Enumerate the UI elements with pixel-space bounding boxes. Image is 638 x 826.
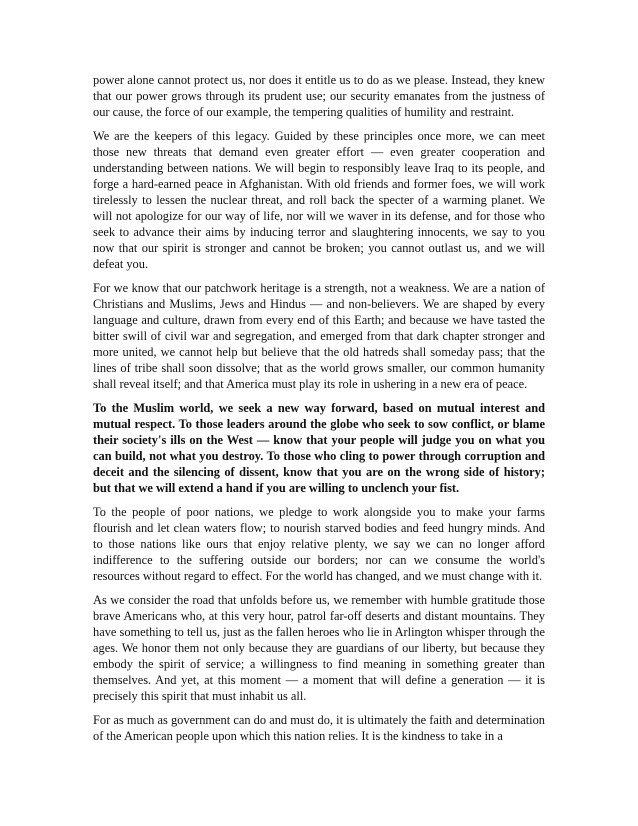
paragraph-power-alone: power alone cannot protect us, nor does it entitle us to do as we please. Instead, they knew that our power grows through its prudent use; our security emanates from the justness of our cause, the force of our example, the tempering qualities of humility and restraint. xyxy=(93,73,545,119)
paragraph-muslim-world: To the Muslim world, we seek a new way forward, based on mutual interest and mutual respect. To those leaders around the globe who seek to sow conflict, or blame their society's ills on the West — know that your people will judge you on what you can build, not what you destroy. To those who cling to power through corruption and deceit and the silencing of dissent, know that you are on the wrong side of history; but that we will extend a hand if you are willing to unclench your fist. xyxy=(93,401,545,495)
paragraph-patchwork-heritage: For we know that our patchwork heritage is a strength, not a weakness. We are a nation of Christians and Muslims, Jews and Hindus — and non-believers. We are shaped by every language and culture, drawn from every end of this Earth; and because we have tasted the bitter swill of civil war and segregation, and emerged from that dark chapter stronger and more united, we cannot help but believe that the old hatreds shall someday pass; that the lines of tribe shall soon dissolve; that as the world grows smaller, our common humanity shall reveal itself; and that America must play its role in ushering in a new era of peace. xyxy=(93,281,545,391)
paragraph-road-before-us: As we consider the road that unfolds before us, we remember with humble gratitude those brave Americans who, at this very hour, patrol far-off deserts and distant mountains. They have something to tell us, just as the fallen heroes who lie in Arlington whisper through the ages. We honor them not only because they are guardians of our liberty, but because they embody the spirit of service; a willingness to find meaning in something greater than themselves. And yet, at this moment — a moment that will define a generation — it is precisely this spirit that must inhabit us all. xyxy=(93,593,545,703)
paragraph-poor-nations: To the people of poor nations, we pledge to work alongside you to make your farms flourish and let clean waters flow; to nourish starved bodies and feed hungry minds. And to those nations like ours that enjoy relative plenty, we say we can no longer afford indifference to the suffering outside our borders; nor can we consume the world's resources without regard to effect. For the world has changed, and we must change with it. xyxy=(93,505,545,583)
document-page xyxy=(93,72,545,752)
paragraph-faith-and-determination: For as much as government can do and must do, it is ultimately the faith and determination of the American people upon which this nation relies. It is the kindness to take in a xyxy=(93,713,545,743)
paragraph-keepers-of-legacy: We are the keepers of this legacy. Guided by these principles once more, we can meet those new threats that demand even greater effort — even greater cooperation and understanding between nations. We will begin to responsibly leave Iraq to its people, and forge a hard-earned peace in Afghanistan. With old friends and former foes, we will work tirelessly to lessen the nuclear threat, and roll back the specter of a warming planet. We will not apologize for our way of life, nor will we waver in its defense, and for those who seek to advance their aims by inducing terror and slaughtering innocents, we say to you now that our spirit is stronger and cannot be broken; you cannot outlast us, and we will defeat you. xyxy=(93,129,545,271)
